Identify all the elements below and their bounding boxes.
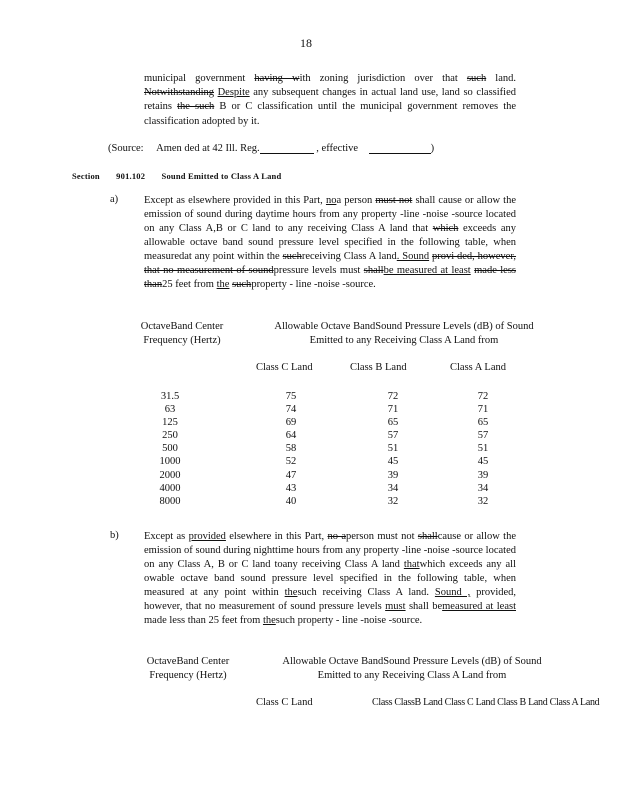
para-b-text: such receiving Class A land. [297,587,430,598]
table-cell: 43 [285,482,297,494]
para-b-text: Except as [144,531,186,542]
para-a-strike: such [232,279,252,290]
para-b-text: provided, however, that no measurement of sound pressure levels [144,587,517,612]
table-cell: 40 [285,495,297,507]
para-a-text: exceeds any allowable octave band sound pressure level specified in the following table, when measuredat any point within the [144,223,517,262]
para-b-insert: provided [188,531,226,542]
table-cell: 32 [477,495,489,507]
table-cell: 1000 [159,456,181,468]
para-b-text: cause or allow the emission of sound during nighttime hours from any property -line -noise -source located on any Class A, B or C land toany receiving Class A land [144,531,516,570]
table-cell: 51 [477,443,489,455]
intro-insert: Despite [217,87,250,99]
table1-subheader-class-c: Class C Land [256,362,313,373]
table-cell: 74 [285,404,297,416]
table-cell: 39 [387,469,399,481]
table-cell: 64 [285,430,297,442]
para-b-text: made less than 25 feet from [144,615,261,626]
table1-subheader-class-b: Class B Land [350,362,407,373]
table-cell: 72 [477,391,489,402]
para-b-strike: shall [417,531,438,542]
table1-subheader-class-a: Class A Land [450,362,507,373]
page-number: 18 [300,36,312,50]
section-heading [72,171,295,181]
para-a [144,194,516,292]
para-b-insert: that [403,559,420,570]
table-cell: 45 [477,456,489,468]
table1-col-class-c [276,390,306,508]
table-cell: 39 [477,469,489,481]
table-cell: 58 [285,443,297,455]
para-a-text: 25 feet from [162,279,214,290]
table1-title: Allowable Octave BandSound Pressure Levels (dB) of Sound Emitted to any Receiving Class A Land from [274,321,534,346]
para-a-strike: shall [363,265,384,276]
para-b-text: shall be [408,601,443,612]
para-b-text: such property - line -noise -source. [275,615,423,626]
para-b-strike: no a [327,531,347,542]
table1-col-class-a [468,390,498,508]
para-a-strike: made less than [144,265,517,290]
table-cell: 34 [477,482,489,494]
intro-text: any subsequent changes in actual land use, land so classified retains [144,87,517,113]
para-b-insert: Sound , [434,587,471,598]
table-cell: 8000 [159,495,181,507]
table2-subheader-overlap: Class ClassB Land Class C Land Class B Land Class A Land [372,697,600,708]
para-a-text: pressure levels must [273,265,361,276]
intro-text: B or C classification until the municipal government removes the classification adopted by it. [144,101,517,127]
para-b-text: elsewhere in this Part, [229,531,325,542]
para-a-strike: which [432,223,459,234]
table1-col1-header: OctaveBand Center Frequency (Hertz) [140,321,224,346]
table2-col1-header: OctaveBand Center Frequency (Hertz) [146,656,230,681]
table-cell: 75 [285,391,297,402]
source-line [108,143,434,154]
table-cell: 34 [387,482,399,494]
table-cell: 52 [285,456,297,468]
para-b-text: which exceeds any all owable octave band sound pressure level specified in the following table, when measured at any point within [144,559,516,598]
table-cell: 47 [285,469,297,481]
table-cell: 65 [477,417,489,429]
para-a-text: property - line -noise -source. [251,279,376,290]
table-cell: 71 [387,404,399,416]
intro-text: ith zoning jurisdiction over that [299,73,458,84]
para-a-text: a [336,195,342,206]
para-a-label: a) [110,194,119,205]
table-cell: 250 [162,430,178,442]
table-cell: 57 [387,430,399,442]
table-cell: 69 [285,417,297,429]
para-b-text: person must not [346,531,415,542]
intro-text: land. [495,73,516,84]
para-b-label: b) [110,530,119,541]
para-a-insert: be measured at least [383,265,471,276]
para-a-strike: must not [375,195,413,206]
para-a-text: Except as elsewhere provided in this Part, [144,195,323,206]
source-text: Amen ded at 42 Ill. Reg. [156,143,260,154]
table1-col-frequency [150,390,190,508]
table-cell: 63 [164,404,176,416]
source-effective: , effective [316,143,359,154]
table2-title: Allowable Octave BandSound Pressure Levels (dB) of Sound Emitted to any Receiving Class A Land from [282,656,542,681]
para-a-strike: provi ded, however, that no measurement of sound [144,251,517,276]
section-label: Section [72,171,100,181]
table-cell: 125 [162,417,178,429]
intro-text: municipal government [144,73,246,84]
table-cell: 65 [387,417,399,429]
table-cell: 31.5 [160,391,180,402]
para-b-insert: the [284,587,298,598]
section-number: 901.102 [116,171,146,181]
table-cell: 51 [387,443,399,455]
source-open: (Source: [108,143,144,154]
table-cell: 71 [477,404,489,416]
para-b-insert: measured at least [442,601,516,612]
intro-strike: having w [254,73,300,84]
blank-line [260,143,314,154]
para-b-insert: must [385,601,406,612]
intro-strike: Notwithstanding [144,87,214,99]
source-close: ) [430,143,435,154]
intro-paragraph [144,72,516,129]
table-cell: 72 [387,391,399,402]
blank-line [369,143,431,154]
para-a-insert: the [216,279,230,290]
table-cell: 57 [477,430,489,442]
intro-strike: such [466,73,487,84]
para-a-strike: such [282,251,302,262]
para-b-insert: the [262,615,276,626]
table-cell: 4000 [159,482,181,494]
section-title: Sound Emitted to Class A Land [161,171,282,181]
table-cell: 500 [162,443,178,455]
para-a-text: person [344,195,373,206]
table-cell: 2000 [159,469,181,481]
para-a-insert: . Sound [396,251,430,262]
para-a-text: shall cause or allow the emission of sound during daytime hours from any property -line -noise -source located on any Class A,B or C land to any receiving Class A land that [144,195,516,234]
table2-subheader-class-c: Class C Land [256,697,313,708]
para-a-insert: no [325,195,337,206]
para-a-text: receiving Class A land [301,251,397,262]
table1-col-class-b [378,390,408,508]
table-cell: 45 [387,456,399,468]
intro-strike: the such [177,101,215,113]
para-b [144,530,516,628]
table-cell: 32 [387,495,399,507]
